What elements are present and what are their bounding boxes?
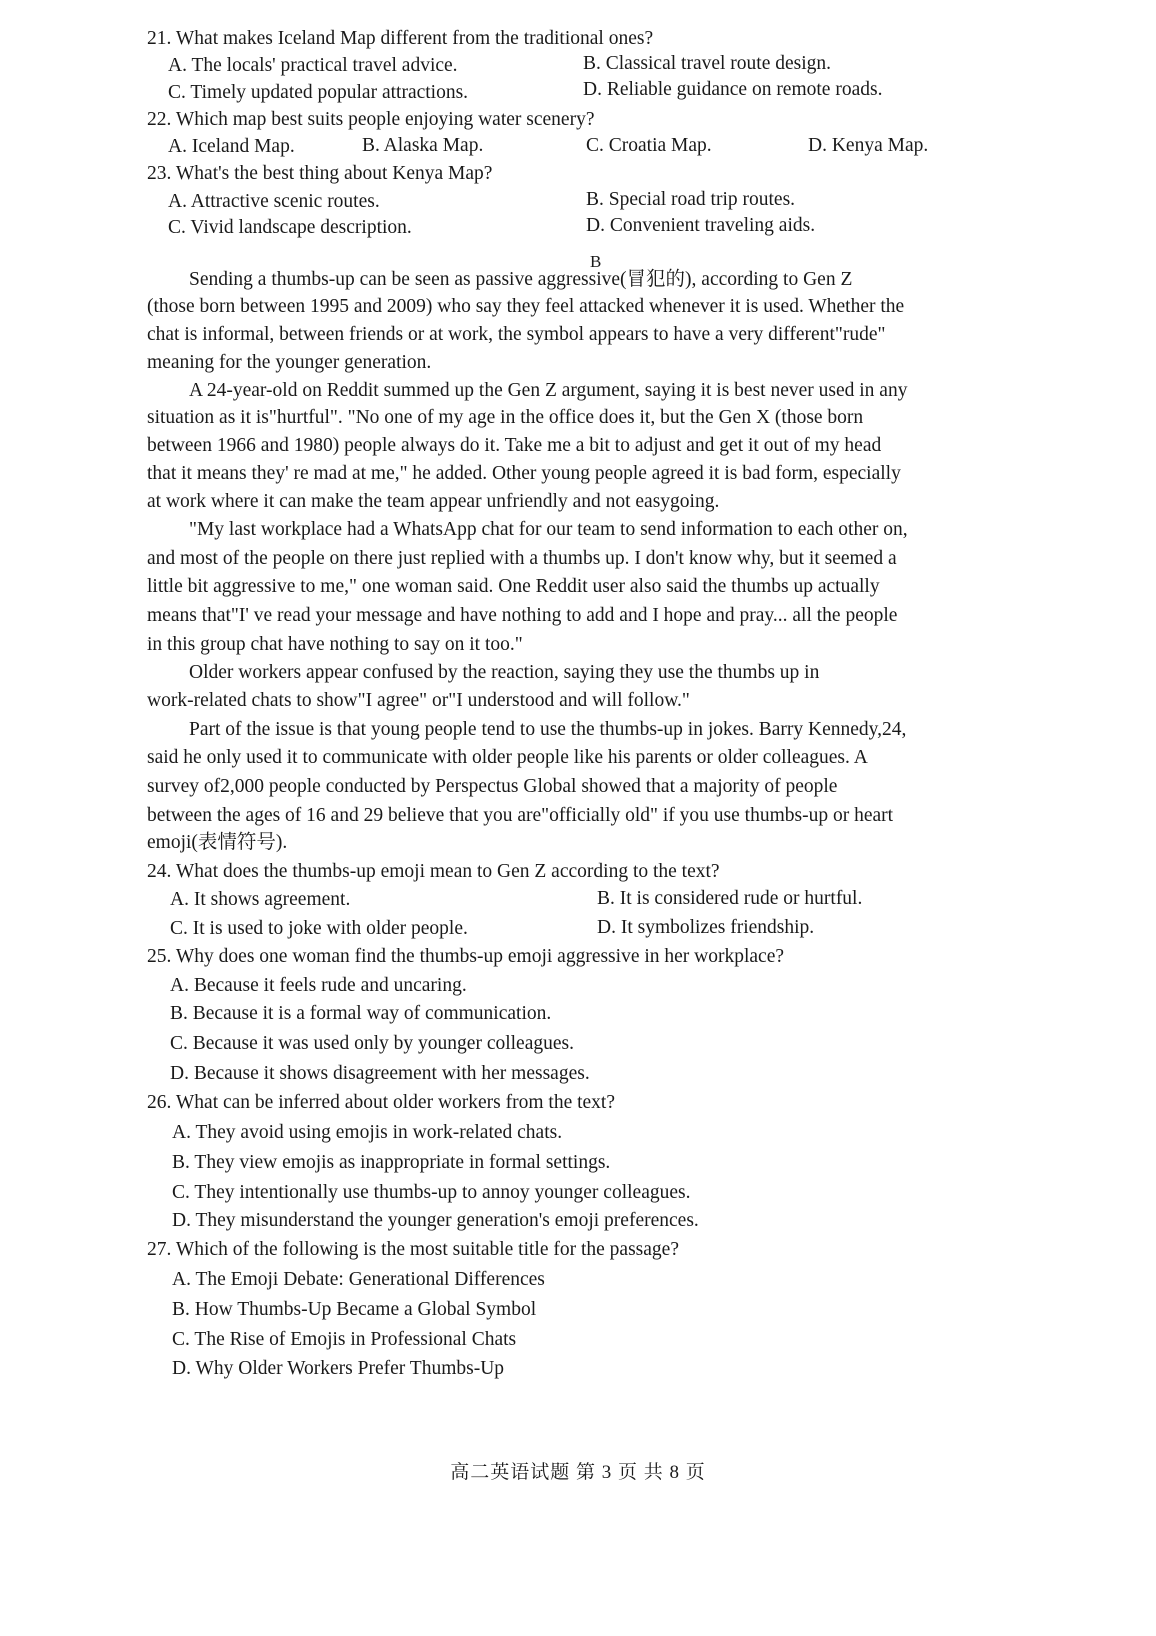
question-25-option-a: A. Because it feels rude and uncaring. xyxy=(170,975,467,996)
question-24-option-a: A. It shows agreement. xyxy=(170,889,351,910)
question-25-option-c: C. Because it was used only by younger colleagues. xyxy=(170,1033,574,1054)
question-25-option-d: D. Because it shows disagreement with her messages. xyxy=(170,1063,590,1084)
question-27-option-d: D. Why Older Workers Prefer Thumbs-Up xyxy=(172,1358,505,1379)
question-27-option-c: C. The Rise of Emojis in Professional Chats xyxy=(172,1329,517,1350)
question-26-option-d: D. They misunderstand the younger generation's emoji preferences. xyxy=(172,1210,699,1231)
passage-line: in this group chat have nothing to say on it too." xyxy=(147,634,523,655)
question-26-option-b: B. They view emojis as inappropriate in formal settings. xyxy=(172,1152,611,1173)
question-24-option-b: B. It is considered rude or hurtful. xyxy=(597,888,863,909)
question-25-option-b: B. Because it is a formal way of communication. xyxy=(170,1003,552,1024)
question-23-option-b: B. Special road trip routes. xyxy=(586,189,796,210)
question-24-option-c: C. It is used to joke with older people. xyxy=(170,918,468,939)
question-27-option-a: A. The Emoji Debate: Generational Differences xyxy=(172,1269,545,1290)
question-21-option-a: A. The locals' practical travel advice. xyxy=(168,55,458,76)
question-22-stem: 22. Which map best suits people enjoying water scenery? xyxy=(147,109,595,130)
question-27-option-b: B. How Thumbs-Up Became a Global Symbol xyxy=(172,1299,537,1320)
passage-line: survey of2,000 people conducted by Perspectus Global showed that a majority of people xyxy=(147,776,838,797)
passage-line: chat is informal, between friends or at work, the symbol appears to have a very different"rude" xyxy=(147,324,886,345)
question-27-stem: 27. Which of the following is the most suitable title for the passage? xyxy=(147,1239,679,1260)
passage-line: work-related chats to show"I agree" or"I understood and will follow." xyxy=(147,690,690,711)
passage-line: Part of the issue is that young people tend to use the thumbs-up in jokes. Barry Kennedy,24, xyxy=(189,719,907,740)
passage-line: between 1966 and 1980) people always do it. Take me a bit to adjust and get it out of my head xyxy=(147,435,882,456)
passage-line: at work where it can make the team appear unfriendly and not easygoing. xyxy=(147,491,720,512)
passage-line: that it means they' re mad at me," he added. Other young people agreed it is bad form, especially xyxy=(147,463,901,484)
question-25-stem: 25. Why does one woman find the thumbs-up emoji aggressive in her workplace? xyxy=(147,946,785,967)
question-23-option-a: A. Attractive scenic routes. xyxy=(168,191,380,212)
passage-line: "My last workplace had a WhatsApp chat for our team to send information to each other on, xyxy=(189,519,908,540)
section-label: B xyxy=(590,252,602,271)
question-26-option-c: C. They intentionally use thumbs-up to annoy younger colleagues. xyxy=(172,1182,691,1203)
question-24-option-d: D. It symbolizes friendship. xyxy=(597,917,815,938)
passage-line: Sending a thumbs-up can be seen as passive aggressive(冒犯的), according to Gen Z xyxy=(189,269,853,290)
question-23-stem: 23. What's the best thing about Kenya Map? xyxy=(147,163,493,184)
question-22-option-b: B. Alaska Map. xyxy=(362,135,484,156)
passage-line: between the ages of 16 and 29 believe that you are"officially old" if you use thumbs-up or heart xyxy=(147,805,894,826)
passage-line: emoji(表情符号). xyxy=(147,832,288,853)
passage-line: situation as it is"hurtful". "No one of my age in the office does it, but the Gen X (those born xyxy=(147,407,864,428)
question-21-option-c: C. Timely updated popular attractions. xyxy=(168,82,469,103)
passage-line: A 24-year-old on Reddit summed up the Gen Z argument, saying it is best never used in any xyxy=(189,380,908,401)
question-22-option-d: D. Kenya Map. xyxy=(808,135,929,156)
passage-line: said he only used it to communicate with older people like his parents or older colleagues. A xyxy=(147,747,868,768)
question-23-option-d: D. Convenient traveling aids. xyxy=(586,215,816,236)
question-26-option-a: A. They avoid using emojis in work-related chats. xyxy=(172,1122,563,1143)
question-22-option-c: C. Croatia Map. xyxy=(586,135,712,156)
page-footer: 高二英语试题 第 3 页 共 8 页 xyxy=(450,1462,706,1483)
question-21-option-d: D. Reliable guidance on remote roads. xyxy=(583,79,883,100)
question-23-option-c: C. Vivid landscape description. xyxy=(168,217,412,238)
passage-line: and most of the people on there just replied with a thumbs up. I don't know why, but it seemed a xyxy=(147,548,897,569)
question-24-stem: 24. What does the thumbs-up emoji mean to Gen Z according to the text? xyxy=(147,861,720,882)
passage-line: Older workers appear confused by the reaction, saying they use the thumbs up in xyxy=(189,662,820,683)
question-22-option-a: A. Iceland Map. xyxy=(168,136,295,157)
question-21-stem: 21. What makes Iceland Map different from the traditional ones? xyxy=(147,28,654,49)
question-26-stem: 26. What can be inferred about older workers from the text? xyxy=(147,1092,615,1113)
question-21-option-b: B. Classical travel route design. xyxy=(583,53,832,74)
passage-line: meaning for the younger generation. xyxy=(147,352,432,373)
passage-line: little bit aggressive to me," one woman said. One Reddit user also said the thumbs up actually xyxy=(147,576,880,597)
passage-line: means that"I' ve read your message and have nothing to add and I hope and pray... all the people xyxy=(147,605,898,626)
passage-line: (those born between 1995 and 2009) who say they feel attacked whenever it is used. Whether the xyxy=(147,296,905,317)
